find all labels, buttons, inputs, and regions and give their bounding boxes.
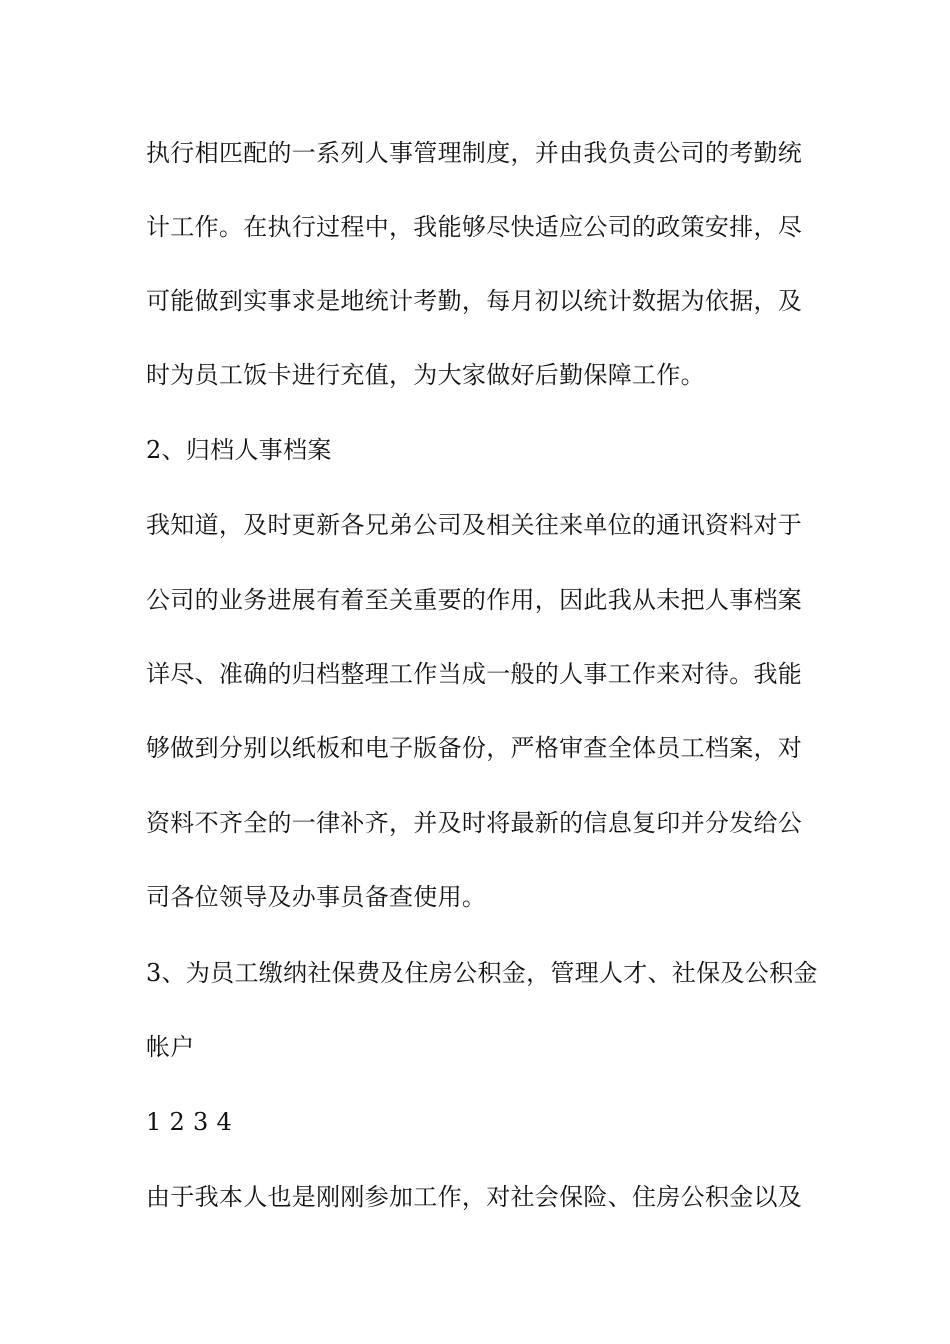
section-heading: 2、归档人事档案 bbox=[146, 436, 332, 464]
text-line: 时为员工饭卡进行充值，为大家做好后勤保障工作。 bbox=[146, 361, 705, 389]
text-line: 我知道，及时更新各兄弟公司及相关往来单位的通讯资料对于 bbox=[146, 511, 803, 539]
text-line: 资料不齐全的一律补齐，并及时将最新的信息复印并分发给公 bbox=[146, 809, 803, 837]
page-number-row: 1 2 3 4 bbox=[146, 1108, 233, 1136]
text-line: 执行相匹配的一系列人事管理制度，并由我负责公司的考勤统 bbox=[146, 139, 803, 167]
text-line: 司各位领导及办事员备查使用。 bbox=[146, 883, 487, 911]
section-heading: 3、为员工缴纳社保费及住房公积金，管理人才、社保及公积金 bbox=[146, 959, 818, 987]
text-line: 计工作。在执行过程中，我能够尽快适应公司的政策安排，尽 bbox=[146, 213, 803, 241]
text-line: 公司的业务进展有着至关重要的作用，因此我从未把人事档案 bbox=[146, 586, 803, 614]
text-line: 由于我本人也是刚刚参加工作，对社会保险、住房公积金以及 bbox=[146, 1183, 803, 1211]
text-line: 可能做到实事求是地统计考勤，每月初以统计数据为依据，及 bbox=[146, 287, 803, 315]
text-line: 详尽、准确的归档整理工作当成一般的人事工作来对待。我能 bbox=[146, 660, 803, 688]
text-line: 够做到分别以纸板和电子版备份，严格审查全体员工档案，对 bbox=[146, 734, 803, 762]
section-heading-continued: 帐户 bbox=[146, 1033, 195, 1061]
